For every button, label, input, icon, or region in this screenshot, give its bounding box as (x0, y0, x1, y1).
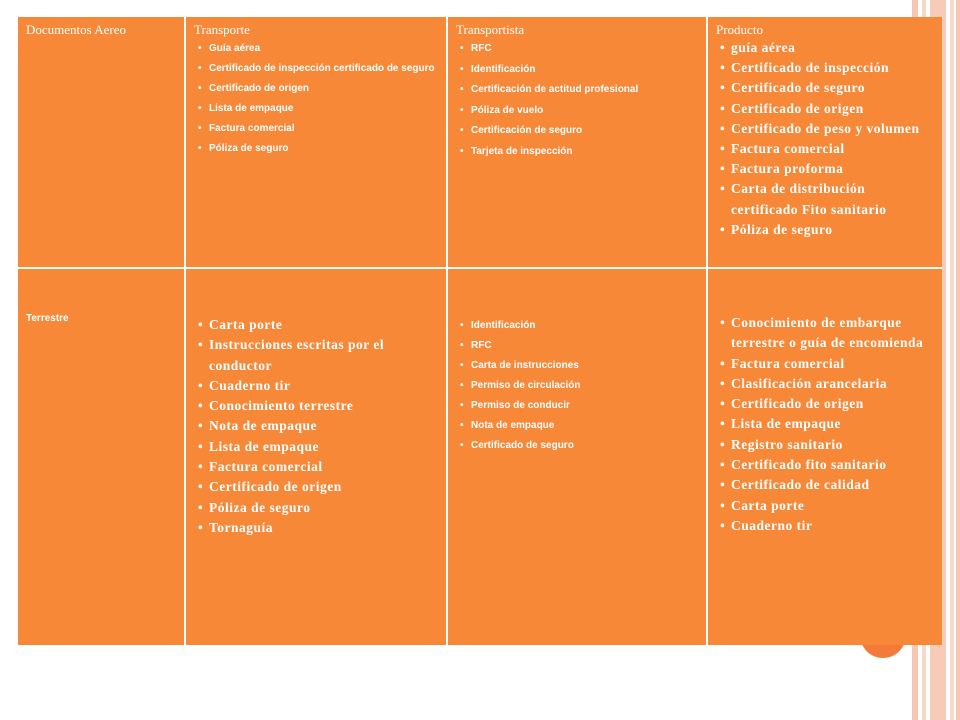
list-item: • Lista de empaque (731, 414, 936, 434)
list-item: • Conocimiento terrestre (209, 396, 440, 416)
list-item: • Guía aérea (209, 39, 440, 59)
list-item: • RFC (471, 336, 700, 356)
list-terrestre-transporte (194, 315, 440, 538)
list-item: • Póliza de seguro (209, 498, 440, 518)
list-item: • Póliza de vuelo (471, 101, 700, 122)
list-item: • Permiso de circulación (471, 376, 700, 396)
header-transportista: Transportista (456, 22, 525, 37)
list-item: • Cuaderno tir (731, 516, 936, 536)
list-terrestre-producto (716, 313, 936, 536)
cell-terrestre-transporte (186, 269, 446, 645)
list-aereo-producto (716, 38, 936, 240)
list-item: • Certificado de inspección (731, 58, 936, 78)
cell-terrestre-transportista (448, 269, 706, 645)
list-item: • Nota de empaque (471, 416, 700, 436)
list-item: • Clasificación arancelaria (731, 374, 936, 394)
cell-aereo-producto (708, 17, 942, 267)
list-item: • Tornaguía (209, 518, 440, 538)
cell-aereo-transporte (186, 17, 446, 267)
list-item: • Conocimiento de embarque terrestre o guía de encomienda (731, 313, 936, 354)
list-item: • Factura comercial (209, 457, 440, 477)
list-item: • Certificado de peso y volumen (731, 119, 936, 139)
row-label-terrestre: Terrestre (26, 313, 69, 324)
list-item: • Factura comercial (731, 354, 936, 374)
list-item: • Póliza de seguro (731, 220, 936, 240)
cell-terrestre-producto (708, 269, 942, 645)
list-item: • Factura comercial (209, 119, 440, 139)
list-item: • Carta de instrucciones (471, 356, 700, 376)
list-item: • Certificado de origen (209, 79, 440, 99)
list-item: • Certificado de origen (209, 477, 440, 497)
list-item: • Registro sanitario (731, 435, 936, 455)
list-item: • Identificación (471, 60, 700, 81)
header-transporte: Transporte (194, 22, 250, 37)
list-item: • Carta porte (209, 315, 440, 335)
list-aereo-transporte (194, 39, 440, 159)
list-item: • Certificado fito sanitario (731, 455, 936, 475)
list-item: • Certificado de inspección certificado de seguro (209, 59, 440, 79)
cell-aereo-transportista (448, 17, 706, 267)
list-item: • Carta porte (731, 496, 936, 516)
list-item: • Certificación de seguro (471, 121, 700, 142)
list-item: • Certificado de origen (731, 394, 936, 414)
list-item: • Nota de empaque (209, 416, 440, 436)
list-item: • Certificación de actitud profesional (471, 80, 700, 101)
list-item: • Permiso de conducir (471, 396, 700, 416)
list-item: • Certificado de seguro (731, 78, 936, 98)
list-item: • Certificado de origen (731, 99, 936, 119)
header-producto: Producto (716, 22, 763, 37)
list-item: • Certificado de seguro (471, 436, 700, 456)
list-item: • Póliza de seguro (209, 139, 440, 159)
list-item: • guía aérea (731, 38, 936, 58)
list-aereo-transportista (456, 39, 700, 162)
list-item: • RFC (471, 39, 700, 60)
documents-table (18, 17, 942, 645)
header-documentos-aereo: Documentos Aereo (26, 22, 127, 37)
list-terrestre-transportista (456, 316, 700, 456)
list-item: • Instrucciones escritas por el conductor (209, 335, 440, 376)
list-item: • Factura comercial (731, 139, 936, 159)
list-item: • Identificación (471, 316, 700, 336)
list-item: • Tarjeta de inspección (471, 142, 700, 163)
list-item: • Cuaderno tir (209, 376, 440, 396)
list-item: • Carta de distribución certificado Fito sanitario (731, 179, 936, 219)
list-item: • Lista de empaque (209, 437, 440, 457)
list-item: • Lista de empaque (209, 99, 440, 119)
list-item: • Factura proforma (731, 159, 936, 179)
header-cell-documentos (18, 17, 184, 267)
row-label-cell-terrestre (18, 269, 184, 645)
list-item: • Certificado de calidad (731, 475, 936, 495)
